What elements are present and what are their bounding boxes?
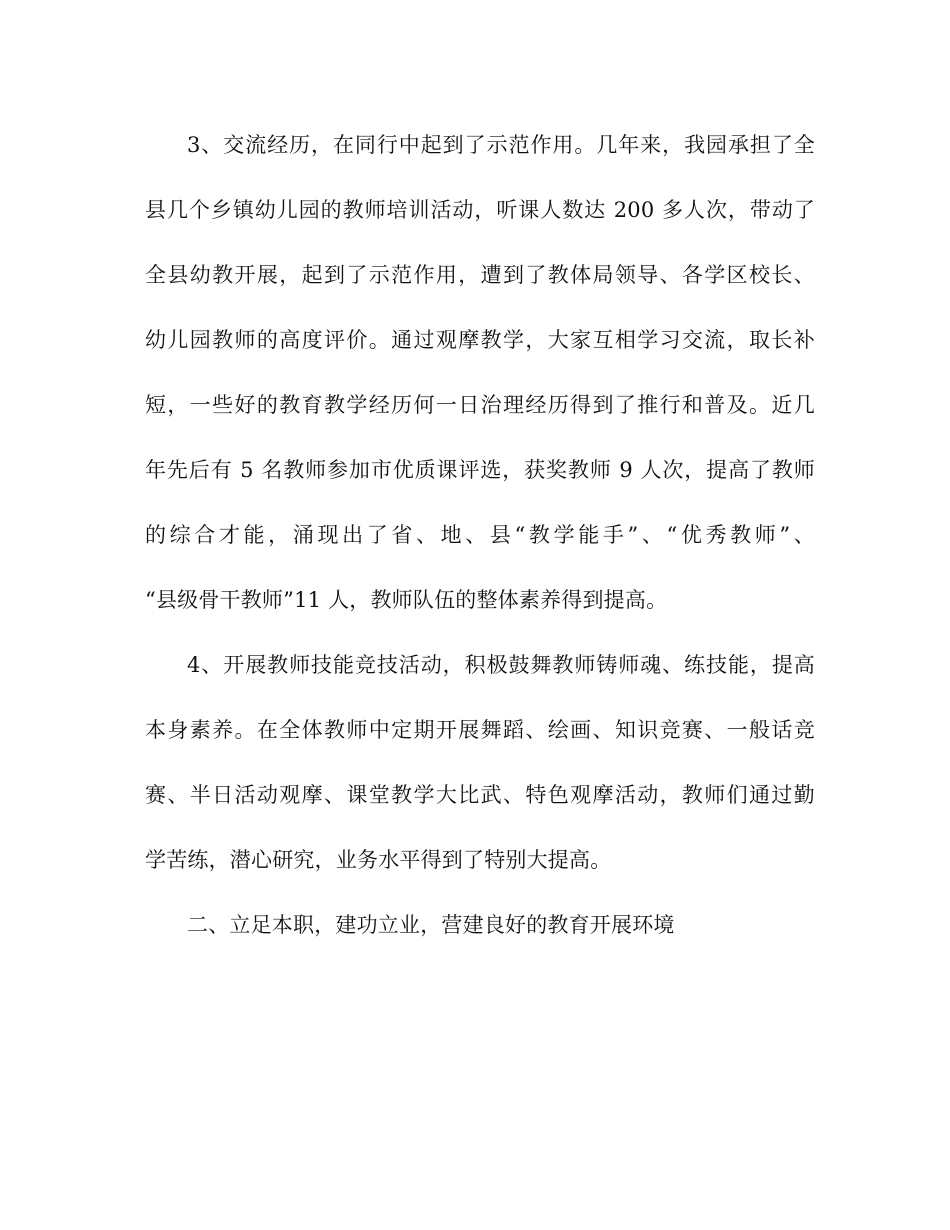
paragraph-3-line-8: “县级骨干教师”11 人，教师队伍的整体素养得到提高。 — [145, 588, 668, 612]
section-heading: 二、立足本职，建功立业，营建良好的教育开展环境 — [187, 913, 675, 937]
paragraph-3-line-4: 幼儿园教师的高度评价。通过观摩教学，大家互相学习交流，取长补 — [145, 328, 815, 352]
paragraph-3-line-2: 县几个乡镇幼儿园的教师培训活动，听课人数达 200 多人次，带动了 — [145, 198, 815, 222]
paragraph-3-line-5: 短，一些好的教育教学经历何一日治理经历得到了推行和普及。近几 — [145, 393, 815, 417]
paragraph-4-line-2: 本身素养。在全体教师中定期开展舞蹈、绘画、知识竞赛、一般话竞 — [145, 718, 815, 742]
paragraph-4-line-3: 赛、半日活动观摩、课堂教学大比武、特色观摩活动，教师们通过勤 — [145, 783, 815, 807]
paragraph-3-line-6: 年先后有 5 名教师参加市优质课评选，获奖教师 9 人次，提高了教师 — [145, 458, 815, 482]
paragraph-3-line-7: 的综合才能，涌现出了省、地、县“教学能手”、“优秀教师”、 — [145, 523, 815, 547]
paragraph-4-line-4: 学苦练，潜心研究，业务水平得到了特别大提高。 — [145, 848, 612, 872]
paragraph-3-line-1: 3、交流经历，在同行中起到了示范作用。几年来，我园承担了全 — [187, 133, 815, 157]
paragraph-3-line-3: 全县幼教开展，起到了示范作用，遭到了教体局领导、各学区校长、 — [145, 263, 815, 287]
paragraph-4-line-1: 4、开展教师技能竞技活动，积极鼓舞教师铸师魂、练技能，提高 — [187, 653, 815, 677]
